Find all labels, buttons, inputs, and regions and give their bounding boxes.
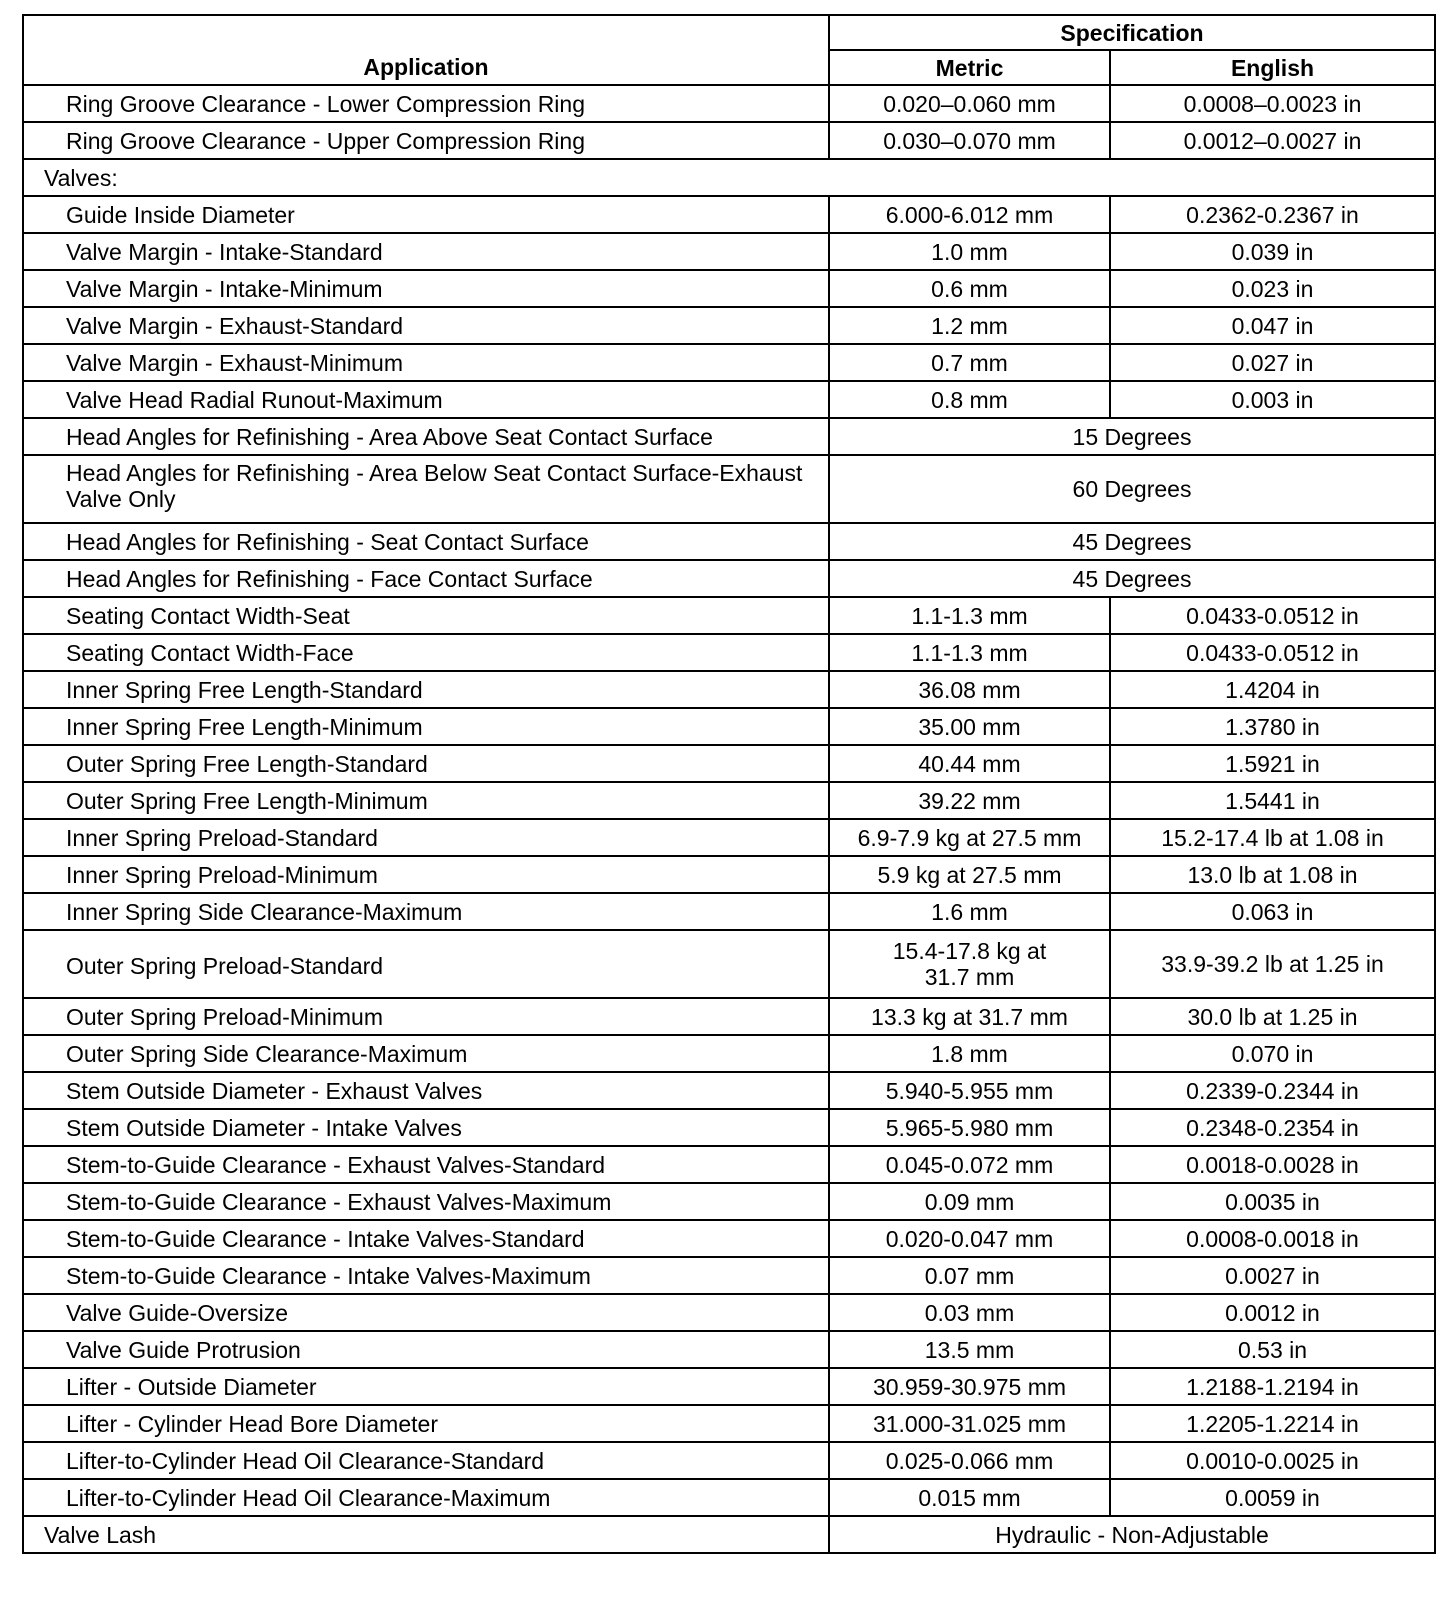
application-cell: Inner Spring Preload-Standard <box>23 819 829 856</box>
specification-cell: 15 Degrees <box>829 418 1435 455</box>
metric-cell: 0.7 mm <box>829 344 1110 381</box>
application-cell: Lifter-to-Cylinder Head Oil Clearance-Standard <box>23 1442 829 1479</box>
application-cell: Valve Guide-Oversize <box>23 1294 829 1331</box>
table-row <box>23 1109 1435 1146</box>
english-cell: 0.0012–0.0027 in <box>1110 122 1435 159</box>
metric-cell: 6.000-6.012 mm <box>829 196 1110 233</box>
metric-cell: 0.03 mm <box>829 1294 1110 1331</box>
metric-cell: 1.0 mm <box>829 233 1110 270</box>
specification-cell: 60 Degrees <box>829 455 1435 523</box>
specification-cell: 45 Degrees <box>829 560 1435 597</box>
metric-cell: 40.44 mm <box>829 745 1110 782</box>
application-cell: Head Angles for Refinishing - Area Below Seat Contact Surface-Exhaust Valve Only <box>23 455 829 523</box>
table-row <box>23 1516 1435 1553</box>
application-cell: Ring Groove Clearance - Upper Compression Ring <box>23 122 829 159</box>
table-row <box>23 1442 1435 1479</box>
table-row <box>23 856 1435 893</box>
header-row-top <box>23 15 1435 50</box>
table-row <box>23 560 1435 597</box>
metric-cell: 0.8 mm <box>829 381 1110 418</box>
english-cell: 0.0433-0.0512 in <box>1110 634 1435 671</box>
english-cell: 33.9-39.2 lb at 1.25 in <box>1110 930 1435 998</box>
metric-cell: 1.8 mm <box>829 1035 1110 1072</box>
english-cell: 30.0 lb at 1.25 in <box>1110 998 1435 1035</box>
table-row <box>23 1405 1435 1442</box>
metric-cell: 31.000-31.025 mm <box>829 1405 1110 1442</box>
application-cell: Outer Spring Preload-Standard <box>23 930 829 998</box>
table-row <box>23 270 1435 307</box>
table-row <box>23 1368 1435 1405</box>
metric-cell: 5.9 kg at 27.5 mm <box>829 856 1110 893</box>
metric-cell: 0.07 mm <box>829 1257 1110 1294</box>
application-cell: Outer Spring Free Length-Minimum <box>23 782 829 819</box>
table-row <box>23 307 1435 344</box>
metric-cell: 0.030–0.070 mm <box>829 122 1110 159</box>
english-cell: 0.003 in <box>1110 381 1435 418</box>
english-cell: 1.5441 in <box>1110 782 1435 819</box>
application-cell: Stem Outside Diameter - Intake Valves <box>23 1109 829 1146</box>
metric-cell: 1.6 mm <box>829 893 1110 930</box>
english-cell: 13.0 lb at 1.08 in <box>1110 856 1435 893</box>
english-cell: 0.53 in <box>1110 1331 1435 1368</box>
table-row <box>23 1331 1435 1368</box>
table-row <box>23 1294 1435 1331</box>
application-cell: Valve Margin - Intake-Minimum <box>23 270 829 307</box>
application-cell: Ring Groove Clearance - Lower Compression Ring <box>23 85 829 122</box>
specification-cell: Hydraulic - Non-Adjustable <box>829 1516 1435 1553</box>
specification-table <box>22 14 1436 1554</box>
table-row <box>23 930 1435 998</box>
application-cell: Valve Margin - Exhaust-Minimum <box>23 344 829 381</box>
application-cell: Valve Guide Protrusion <box>23 1331 829 1368</box>
english-cell: 0.0433-0.0512 in <box>1110 597 1435 634</box>
english-cell: 15.2-17.4 lb at 1.08 in <box>1110 819 1435 856</box>
table-row <box>23 196 1435 233</box>
application-cell: Inner Spring Preload-Minimum <box>23 856 829 893</box>
application-cell: Stem-to-Guide Clearance - Intake Valves-Standard <box>23 1220 829 1257</box>
application-cell: Valve Margin - Exhaust-Standard <box>23 307 829 344</box>
application-cell: Stem-to-Guide Clearance - Intake Valves-Maximum <box>23 1257 829 1294</box>
english-cell: 1.5921 in <box>1110 745 1435 782</box>
table-row <box>23 708 1435 745</box>
metric-cell: 30.959-30.975 mm <box>829 1368 1110 1405</box>
table-row <box>23 634 1435 671</box>
application-cell: Head Angles for Refinishing - Seat Contact Surface <box>23 523 829 560</box>
application-cell: Head Angles for Refinishing - Face Contact Surface <box>23 560 829 597</box>
table-row <box>23 819 1435 856</box>
metric-header: Metric <box>829 50 1110 85</box>
table-row <box>23 455 1435 523</box>
application-cell: Valve Margin - Intake-Standard <box>23 233 829 270</box>
table-row <box>23 122 1435 159</box>
metric-cell: 13.3 kg at 31.7 mm <box>829 998 1110 1035</box>
metric-cell: 1.1-1.3 mm <box>829 634 1110 671</box>
metric-cell: 1.2 mm <box>829 307 1110 344</box>
english-cell: 0.0012 in <box>1110 1294 1435 1331</box>
table-row <box>23 85 1435 122</box>
english-cell: 0.0008–0.0023 in <box>1110 85 1435 122</box>
application-cell: Inner Spring Side Clearance-Maximum <box>23 893 829 930</box>
english-cell: 0.2339-0.2344 in <box>1110 1072 1435 1109</box>
specification-table-body <box>23 85 1435 1553</box>
application-cell: Seating Contact Width-Seat <box>23 597 829 634</box>
table-row <box>23 1257 1435 1294</box>
english-cell: 0.2348-0.2354 in <box>1110 1109 1435 1146</box>
english-cell: 0.039 in <box>1110 233 1435 270</box>
table-row <box>23 597 1435 634</box>
table-row <box>23 1035 1435 1072</box>
specification-cell: 45 Degrees <box>829 523 1435 560</box>
metric-cell: 6.9-7.9 kg at 27.5 mm <box>829 819 1110 856</box>
table-row <box>23 523 1435 560</box>
application-header: Application <box>23 15 829 85</box>
metric-cell: 0.025-0.066 mm <box>829 1442 1110 1479</box>
english-cell: 0.070 in <box>1110 1035 1435 1072</box>
application-cell: Lifter - Cylinder Head Bore Diameter <box>23 1405 829 1442</box>
table-row <box>23 1183 1435 1220</box>
table-row <box>23 893 1435 930</box>
english-cell: 0.0010-0.0025 in <box>1110 1442 1435 1479</box>
metric-cell: 5.940-5.955 mm <box>829 1072 1110 1109</box>
english-cell: 0.063 in <box>1110 893 1435 930</box>
english-cell: 1.4204 in <box>1110 671 1435 708</box>
table-row <box>23 782 1435 819</box>
metric-cell: 0.09 mm <box>829 1183 1110 1220</box>
english-cell: 0.0018-0.0028 in <box>1110 1146 1435 1183</box>
table-row <box>23 1220 1435 1257</box>
english-cell: 1.3780 in <box>1110 708 1435 745</box>
table-row <box>23 159 1435 196</box>
application-cell: Outer Spring Side Clearance-Maximum <box>23 1035 829 1072</box>
specification-header: Specification <box>829 15 1435 50</box>
application-cell: Inner Spring Free Length-Standard <box>23 671 829 708</box>
application-cell: Stem-to-Guide Clearance - Exhaust Valves-Standard <box>23 1146 829 1183</box>
table-row <box>23 1072 1435 1109</box>
english-cell: 0.0027 in <box>1110 1257 1435 1294</box>
application-cell: Outer Spring Preload-Minimum <box>23 998 829 1035</box>
metric-cell: 0.020-0.047 mm <box>829 1220 1110 1257</box>
metric-cell: 0.020–0.060 mm <box>829 85 1110 122</box>
application-cell: Seating Contact Width-Face <box>23 634 829 671</box>
application-cell: Valve Lash <box>23 1516 829 1553</box>
table-row <box>23 418 1435 455</box>
english-cell: 1.2205-1.2214 in <box>1110 1405 1435 1442</box>
metric-cell: 0.045-0.072 mm <box>829 1146 1110 1183</box>
metric-cell: 0.6 mm <box>829 270 1110 307</box>
metric-cell: 1.1-1.3 mm <box>829 597 1110 634</box>
table-row <box>23 745 1435 782</box>
table-row <box>23 233 1435 270</box>
table-row <box>23 344 1435 381</box>
application-cell: Valve Head Radial Runout-Maximum <box>23 381 829 418</box>
english-cell: 0.0035 in <box>1110 1183 1435 1220</box>
application-cell: Outer Spring Free Length-Standard <box>23 745 829 782</box>
metric-cell: 0.015 mm <box>829 1479 1110 1516</box>
application-cell: Guide Inside Diameter <box>23 196 829 233</box>
table-row <box>23 1146 1435 1183</box>
english-cell: 1.2188-1.2194 in <box>1110 1368 1435 1405</box>
english-cell: 0.0008-0.0018 in <box>1110 1220 1435 1257</box>
application-cell: Head Angles for Refinishing - Area Above Seat Contact Surface <box>23 418 829 455</box>
metric-cell: 35.00 mm <box>829 708 1110 745</box>
english-cell: 0.0059 in <box>1110 1479 1435 1516</box>
table-row <box>23 998 1435 1035</box>
english-cell: 0.023 in <box>1110 270 1435 307</box>
application-cell: Stem-to-Guide Clearance - Exhaust Valves-Maximum <box>23 1183 829 1220</box>
table-row <box>23 671 1435 708</box>
application-cell: Lifter-to-Cylinder Head Oil Clearance-Maximum <box>23 1479 829 1516</box>
metric-cell: 15.4-17.8 kg at 31.7 mm <box>829 930 1110 998</box>
table-row <box>23 381 1435 418</box>
metric-cell: 39.22 mm <box>829 782 1110 819</box>
application-cell: Lifter - Outside Diameter <box>23 1368 829 1405</box>
metric-cell: 5.965-5.980 mm <box>829 1109 1110 1146</box>
metric-cell: 13.5 mm <box>829 1331 1110 1368</box>
english-cell: 0.027 in <box>1110 344 1435 381</box>
section-header-cell: Valves: <box>23 159 1435 196</box>
application-cell: Stem Outside Diameter - Exhaust Valves <box>23 1072 829 1109</box>
metric-cell: 36.08 mm <box>829 671 1110 708</box>
table-row <box>23 1479 1435 1516</box>
application-cell: Inner Spring Free Length-Minimum <box>23 708 829 745</box>
english-cell: 0.047 in <box>1110 307 1435 344</box>
english-cell: 0.2362-0.2367 in <box>1110 196 1435 233</box>
english-header: English <box>1110 50 1435 85</box>
